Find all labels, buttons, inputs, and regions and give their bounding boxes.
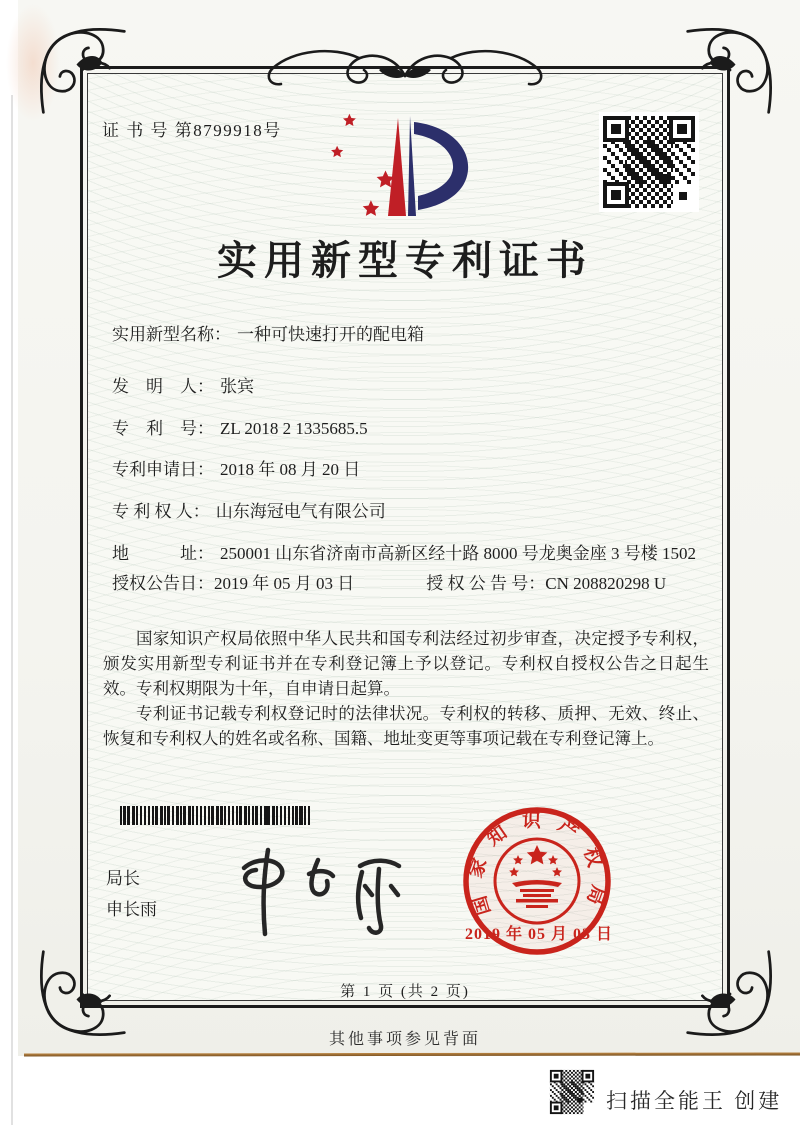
- field-label: 实用新型名称：: [112, 325, 231, 344]
- field-row: [112, 499, 708, 525]
- field-value: 一种可快速打开的配电箱: [237, 325, 424, 344]
- grant-no-value: CN 208820298 U: [545, 574, 667, 593]
- field-label: 专 利 号：: [112, 419, 214, 438]
- field-row-address: [112, 541, 708, 571]
- flourish-leaf: [76, 56, 102, 71]
- field-label: 地 址：: [112, 544, 214, 563]
- commissioner-name: 申长雨: [106, 900, 157, 919]
- barcode: [120, 806, 310, 825]
- corner-flourish-icon: [36, 24, 128, 116]
- certificate-number: 证 书 号 第8799918号: [102, 121, 282, 140]
- back-side-note: 其他事项参见背面: [328, 1031, 481, 1048]
- grant-date-label: 授权公告日：: [112, 574, 214, 593]
- qr-code: [548, 1068, 596, 1116]
- top-flourish-icon: [255, 42, 555, 90]
- commissioner-title: 局长: [106, 869, 140, 888]
- handwritten-signature: [212, 840, 412, 940]
- corner-flourish-icon: [684, 24, 776, 116]
- field-value: ZL 2018 2 1335685.5: [220, 419, 368, 438]
- grant-no-label: 授 权 公 告 号：: [426, 574, 546, 593]
- grant-row: [112, 571, 708, 597]
- field-row: [112, 416, 708, 442]
- field-label: 专 利 权 人：: [112, 502, 210, 521]
- cnipa-logo: [322, 104, 490, 222]
- field-label: 发 明 人：: [112, 377, 214, 396]
- grant-date-value: 2019 年 05 月 03 日: [214, 574, 355, 593]
- field-value: 250001 山东省济南市高新区经十路 8000 号龙奥金座 3 号楼 1502: [220, 544, 696, 563]
- page-number: 第 1 页 (共 2 页): [340, 984, 470, 1000]
- scan-edge-line: [11, 95, 13, 1125]
- field-value: 山东海冠电气有限公司: [215, 502, 386, 521]
- field-value: 2018 年 08 月 20 日: [220, 460, 361, 479]
- field-row: [112, 457, 708, 483]
- certificate-title: 实用新型专利证书: [217, 238, 593, 283]
- paragraph: 国家知识产权局依照中华人民共和国专利法经过初步审查，决定授予专利权，颁发实用新型专利证书并在专利登记簿上予以登记。专利权自授权公告之日起生效。专利权期限为十年，自申请日起算。: [103, 629, 709, 698]
- paragraph: 专利证书记载专利权登记时的法律状况。专利权的转移、质押、无效、终止、恢复和专利权人的姓名或名称、国籍、地址变更等事项记载在专利登记簿上。: [103, 704, 709, 748]
- field-label: 专利申请日：: [112, 460, 214, 479]
- qr-code: [599, 112, 699, 212]
- seal-date: 2019 年 05 月 03 日: [464, 926, 613, 943]
- field-row: [112, 322, 708, 348]
- legal-text: [103, 626, 709, 751]
- seal-org-text: 国家知识产权局: [465, 810, 609, 922]
- field-value: 张宾: [220, 377, 254, 396]
- field-row: [112, 374, 708, 400]
- scanner-watermark: 扫描全能王 创建: [606, 1089, 783, 1113]
- certificate-fields: [112, 322, 708, 597]
